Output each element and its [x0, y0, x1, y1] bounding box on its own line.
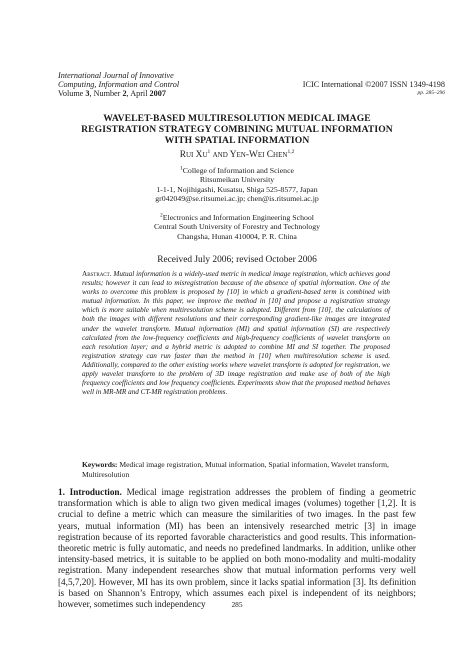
keywords	[82, 460, 390, 479]
title-line-2: REGISTRATION STRATEGY COMBINING MUTUAL INFORMATION	[81, 124, 393, 136]
abstract-label: Abstract.	[82, 270, 112, 278]
abstract-text: Mutual information is a widely-used metric in medical image registration, which achieves good results; however it can lead to misregistration because of the absence of spatial information. One of the works to overcome this problem is proposed by [10] in which a gradient-based term is combined with mutual information. In this paper, we improve the method in [10] and propose a registration strategy which is more suitable when multiresolution scheme is adopted. Different from [10], the calculations of both the images with different resolutions and their corresponding gradient-like images are integrated under the wavelet transform. Mutual information (MI) and spatial information (SI) are respectively calculated from the low-frequency coefficients and high-frequency coefficients of wavelet transform on each resolution layer; and a hybrid metric is adopted to combine MI and SI together. The proposed registration strategy can run faster than the method in [10] when multiresolution scheme is used. Additionally, compared to the other existing works where wavelet transform is adopted for registration, we apply wavelet transform to the problem of 3D image registration and make use of both of the high frequency coefficients and low frequency coefficients. Experiments show that the proposed method behaves well in MR-MR and CT-MR registration problems.	[82, 270, 390, 397]
journal-info	[58, 71, 179, 98]
introduction-section	[58, 487, 416, 610]
section-heading: 1. Introduction.	[58, 487, 122, 497]
author-2: Yen-Wei Chen	[229, 150, 288, 160]
abstract	[82, 270, 390, 397]
publisher-info	[303, 80, 445, 98]
affiliation-1: $^1$College of Information and Science Ritsumeikan University 1-1-1, Nojihigashi, Kusatsu, Shiga 525-8577, Japan gr042049@se.ritsumei.ac.jp; chen@is.ritsumei.ac.jp	[0, 166, 474, 203]
author-1-affil: 1	[207, 148, 211, 155]
journal-name-line1: International Journal of Innovative	[58, 71, 174, 80]
page-range: pp. 285–296	[417, 90, 445, 96]
received-date: Received July 2006; revised October 2006	[157, 255, 317, 265]
author-emails: gr042049@se.ritsumei.ac.jp; chen@is.ritsumei.ac.jp	[155, 193, 319, 203]
author-1: Rui Xu	[179, 150, 208, 160]
keywords-text: Medical image registration, Mutual information, Spatial information, Wavelet transform, Multiresolution	[82, 460, 389, 479]
introduction-text: Medical image registration addresses the problem of finding a geometric transformation which is able to align two given medical images (volumes) together [1,2]. It is crucial to define a metric which can measure the similarities of two images. In the past few years, mutual information (MI) has been an intensively researched metric [3] in image registration because of its reported favorable characteristics and good results. This information-theoretic metric is fully automatic, and needs no predefined landmarks. In addition, unlike other intensity-based metrics, it is suitable to be applied on both mono-modality and multi-modality registration. Many independent researches show that mutual information performs very well [4,5,7,20]. However, MI has its own problem, since it lacks spatial information [3]. Its definition is based on Shannon’s Entropy, which assumes each pixel is independent of its neighbors; however, sometimes such independency	[58, 487, 416, 610]
author-list: Rui Xu$^1$ and Yen-Wei Chen$^{1,2}$	[179, 148, 295, 160]
title-line-1: WAVELET-BASED MULTIRESOLUTION MEDICAL IMAGE	[103, 113, 371, 124]
keywords-label: Keywords:	[82, 460, 118, 469]
journal-name-line2: Computing, Information and Control	[58, 80, 180, 89]
issn-line: ICIC International ©2007 ISSN 1349-4198	[302, 80, 445, 89]
page-number: 285	[231, 600, 243, 609]
page-header	[58, 71, 445, 101]
affiliation-2: $^2$Electronics and Information Engineering School Central South University of Forestry and Technology Changsha, Hunan 410004, P. R. China	[153, 212, 321, 241]
issue-number: 2	[122, 89, 127, 98]
journal-volume: Volume 3, Number 2, April 2007	[58, 89, 166, 98]
author-2-affil: 1,2	[287, 148, 295, 155]
paper-title	[50, 113, 424, 147]
issue-year: 2007	[149, 89, 166, 98]
volume-number: 3	[85, 89, 90, 98]
title-line-3: WITH SPATIAL INFORMATION	[164, 135, 310, 147]
